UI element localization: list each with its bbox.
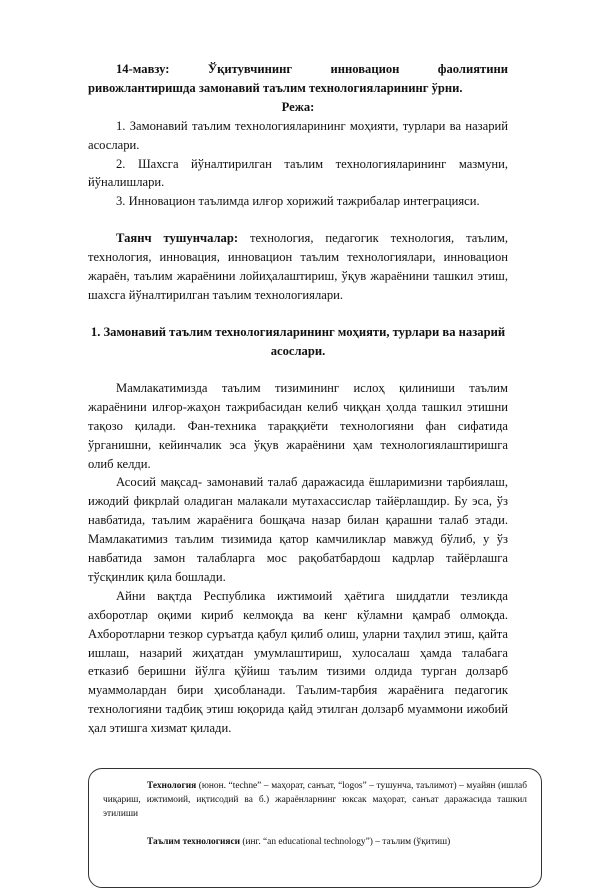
title-word: инновацион: [330, 62, 400, 76]
keywords-paragraph: [88, 229, 508, 305]
footnote-educational-technology: Таълим технологияси (инг. “an educational technology”) – таълим (ўқитиш): [147, 837, 451, 847]
body-paragraph-1: Мамлакатимизда таълим тизимининг ислоҳ қилиниши таълим жараёнини илғор-жаҳон тажрибасидан келиб чиққан ҳолда ташкил этишни тақозо қилади. Фан-техника тараққиёти технологияни фан сифатида ўрганишни, кейинчалик эса ўқув жараёнини ҳам технологиялаштиришга олиб келди.: [88, 380, 508, 471]
lesson-title-line2: ривожлантиришда замонавий таълим технологияларининг ўрни.: [88, 80, 463, 95]
keywords-text: технология, педагогик технология, таълим, технология, инновация, инновацион таълим технологиялари, инновацион жараён, таълим жараёнини лойиҳалаштириш, ўқув жараёнини ташкил этиш, шахсга йўналтирилган таълим технологиялари.: [88, 231, 508, 302]
lesson-title-line1: [88, 60, 508, 79]
footnote-box: [88, 768, 542, 888]
plan-item-1: 1. Замонавий таълим технологияларининг моҳияти, турлари ва назарий: [116, 118, 508, 133]
body-paragraph-3: Айни вақтда Республика ижтимоий ҳаётига шиддатли тезликда ахборотлар оқими кириб келмоқда ва кенг кўламни қамраб олмоқда. Ахборотларни тезкор суръатда қабул қилиб олиш, уларни таҳлил этиш, қайта ишлаш, назарий жиҳатдан умумлаштириш, хулосалаш ҳамда талабага етказиб беришни йўлга қўйиш таълим тизими олдида турган долзарб муаммолардан бири ҳисобланади. Таълим-тарбия жараёнига педагогик технологияни тадбиқ этиш юқорида қайд этилган долзарб муаммони ижобий ҳал этишга хизмат қилади.: [88, 588, 508, 736]
plan-item-2-cont: йўналишлари.: [88, 175, 165, 190]
plan-item-1-cont: асослари.: [88, 137, 140, 152]
section-heading: 1. Замонавий таълим технологияларининг моҳияти, турлари ва назарий асослари.: [90, 324, 506, 358]
keywords-label: Таянч тушунчалар:: [116, 231, 239, 246]
plan-item-3: 3. Инновацион таълимда илғор хорижий тажрибалар интеграцияси.: [116, 194, 480, 209]
title-word: 14-мавзу:: [116, 62, 170, 76]
page-content: [88, 60, 508, 738]
plan-heading: Режа:: [281, 99, 315, 114]
body-paragraph-2: Асосий мақсад- замонавий талаб даражасида ёшларимизни тарбиялаш, ижодий фикрлай оладиган малакали мутахассислар тайёрлашдир. Бу эса, ўз навбатида, таълим жараёнига бошқача назар билан қарашни талаб этади. Мамлакатимиз таълим тизимида қатор камчиликлар мавжуд бўлиб, у ўз навбатида замон талабларга мос рақобатбардош кадрлар тайёрлашга тўсқинлик қила бошлади.: [88, 475, 508, 584]
footnote-technology: Технология (юнон. “techne” – маҳорат, санъат, “logos” – тушунча, таълимот) – муайян (ишлаб чиқариш, ижтимоий, иқтисодий ва б.) жараёнларнинг юксак маҳорат, санъат даражасида ташкил этилиши: [103, 781, 527, 819]
title-word: фаолиятини: [437, 62, 508, 76]
plan-item-2: 2. Шахсга йўналтирилган таълим технологияларининг мазмуни,: [116, 156, 508, 171]
title-word: Ўқитувчининг: [207, 62, 293, 76]
